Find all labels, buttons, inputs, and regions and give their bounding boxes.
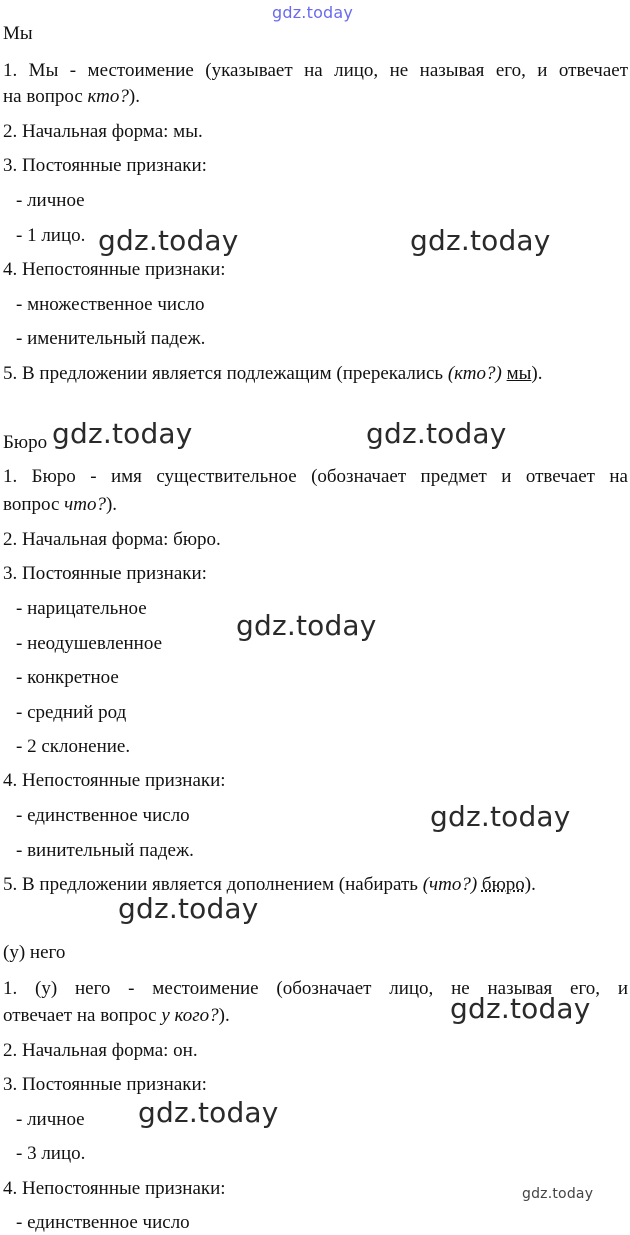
paragraph-line: 4. Непостоянные признаки: — [3, 770, 226, 791]
list-item: - винительный падеж. — [16, 840, 194, 861]
section-heading: (у) него — [3, 942, 66, 963]
paragraph-line: 1. (у) него - местоимение (обозначает лицо, не называя его, и — [3, 978, 628, 999]
section-heading: Бюро — [3, 432, 48, 453]
watermark: gdz.today — [236, 609, 377, 642]
watermark: gdz.today — [450, 992, 591, 1025]
paragraph-line: 4. Непостоянные признаки: — [3, 259, 226, 280]
paragraph-line: 2. Начальная форма: мы. — [3, 121, 203, 142]
paragraph-line: 1. Мы - местоимение (указывает на лицо, не называя его, и отвечает — [3, 60, 628, 81]
list-item: - конкретное — [16, 667, 119, 688]
paragraph-line: 3. Постоянные признаки: — [3, 1074, 207, 1095]
list-item: - личное — [16, 1109, 85, 1130]
list-item: - 2 склонение. — [16, 736, 131, 757]
watermark: gdz.today — [430, 800, 571, 833]
paragraph-line: 3. Постоянные признаки: — [3, 563, 207, 584]
paragraph-line: на вопрос кто?). — [3, 86, 140, 107]
paragraph-line: 1. Бюро - имя существительное (обозначает предмет и отвечает на — [3, 466, 628, 487]
list-item: - средний род — [16, 702, 127, 723]
list-item: - единственное число — [16, 1212, 190, 1233]
paragraph-line: 5. В предложении является подлежащим (пререкались (кто?) мы). — [3, 363, 543, 384]
list-item: - именительный падеж. — [16, 328, 206, 349]
watermark: gdz.today — [118, 892, 259, 925]
watermark: gdz.today — [410, 224, 551, 257]
paragraph-line: отвечает на вопрос у кого?). — [3, 1005, 230, 1026]
watermark: gdz.today — [98, 224, 239, 257]
paragraph-line: 2. Начальная форма: он. — [3, 1040, 198, 1061]
watermark-top: gdz.today — [272, 3, 354, 22]
list-item: - нарицательное — [16, 598, 147, 619]
list-item: - множественное число — [16, 294, 205, 315]
list-item: - неодушевленное — [16, 633, 162, 654]
paragraph-line: 4. Непостоянные признаки: — [3, 1178, 226, 1199]
paragraph-line: 3. Постоянные признаки: — [3, 155, 207, 176]
section-heading: Мы — [3, 23, 33, 44]
list-item: - единственное число — [16, 805, 190, 826]
watermark: gdz.today — [52, 417, 193, 450]
list-item: - 3 лицо. — [16, 1143, 86, 1164]
watermark: gdz.today — [366, 417, 507, 450]
list-item: - личное — [16, 190, 85, 211]
watermark: gdz.today — [138, 1096, 279, 1129]
watermark-small: gdz.today — [522, 1186, 594, 1202]
paragraph-line: 5. В предложении является дополнением (набирать (что?) бюро). — [3, 874, 536, 895]
paragraph-line: вопрос что?). — [3, 494, 118, 515]
list-item: - 1 лицо. — [16, 225, 86, 246]
paragraph-line: 2. Начальная форма: бюро. — [3, 529, 221, 550]
